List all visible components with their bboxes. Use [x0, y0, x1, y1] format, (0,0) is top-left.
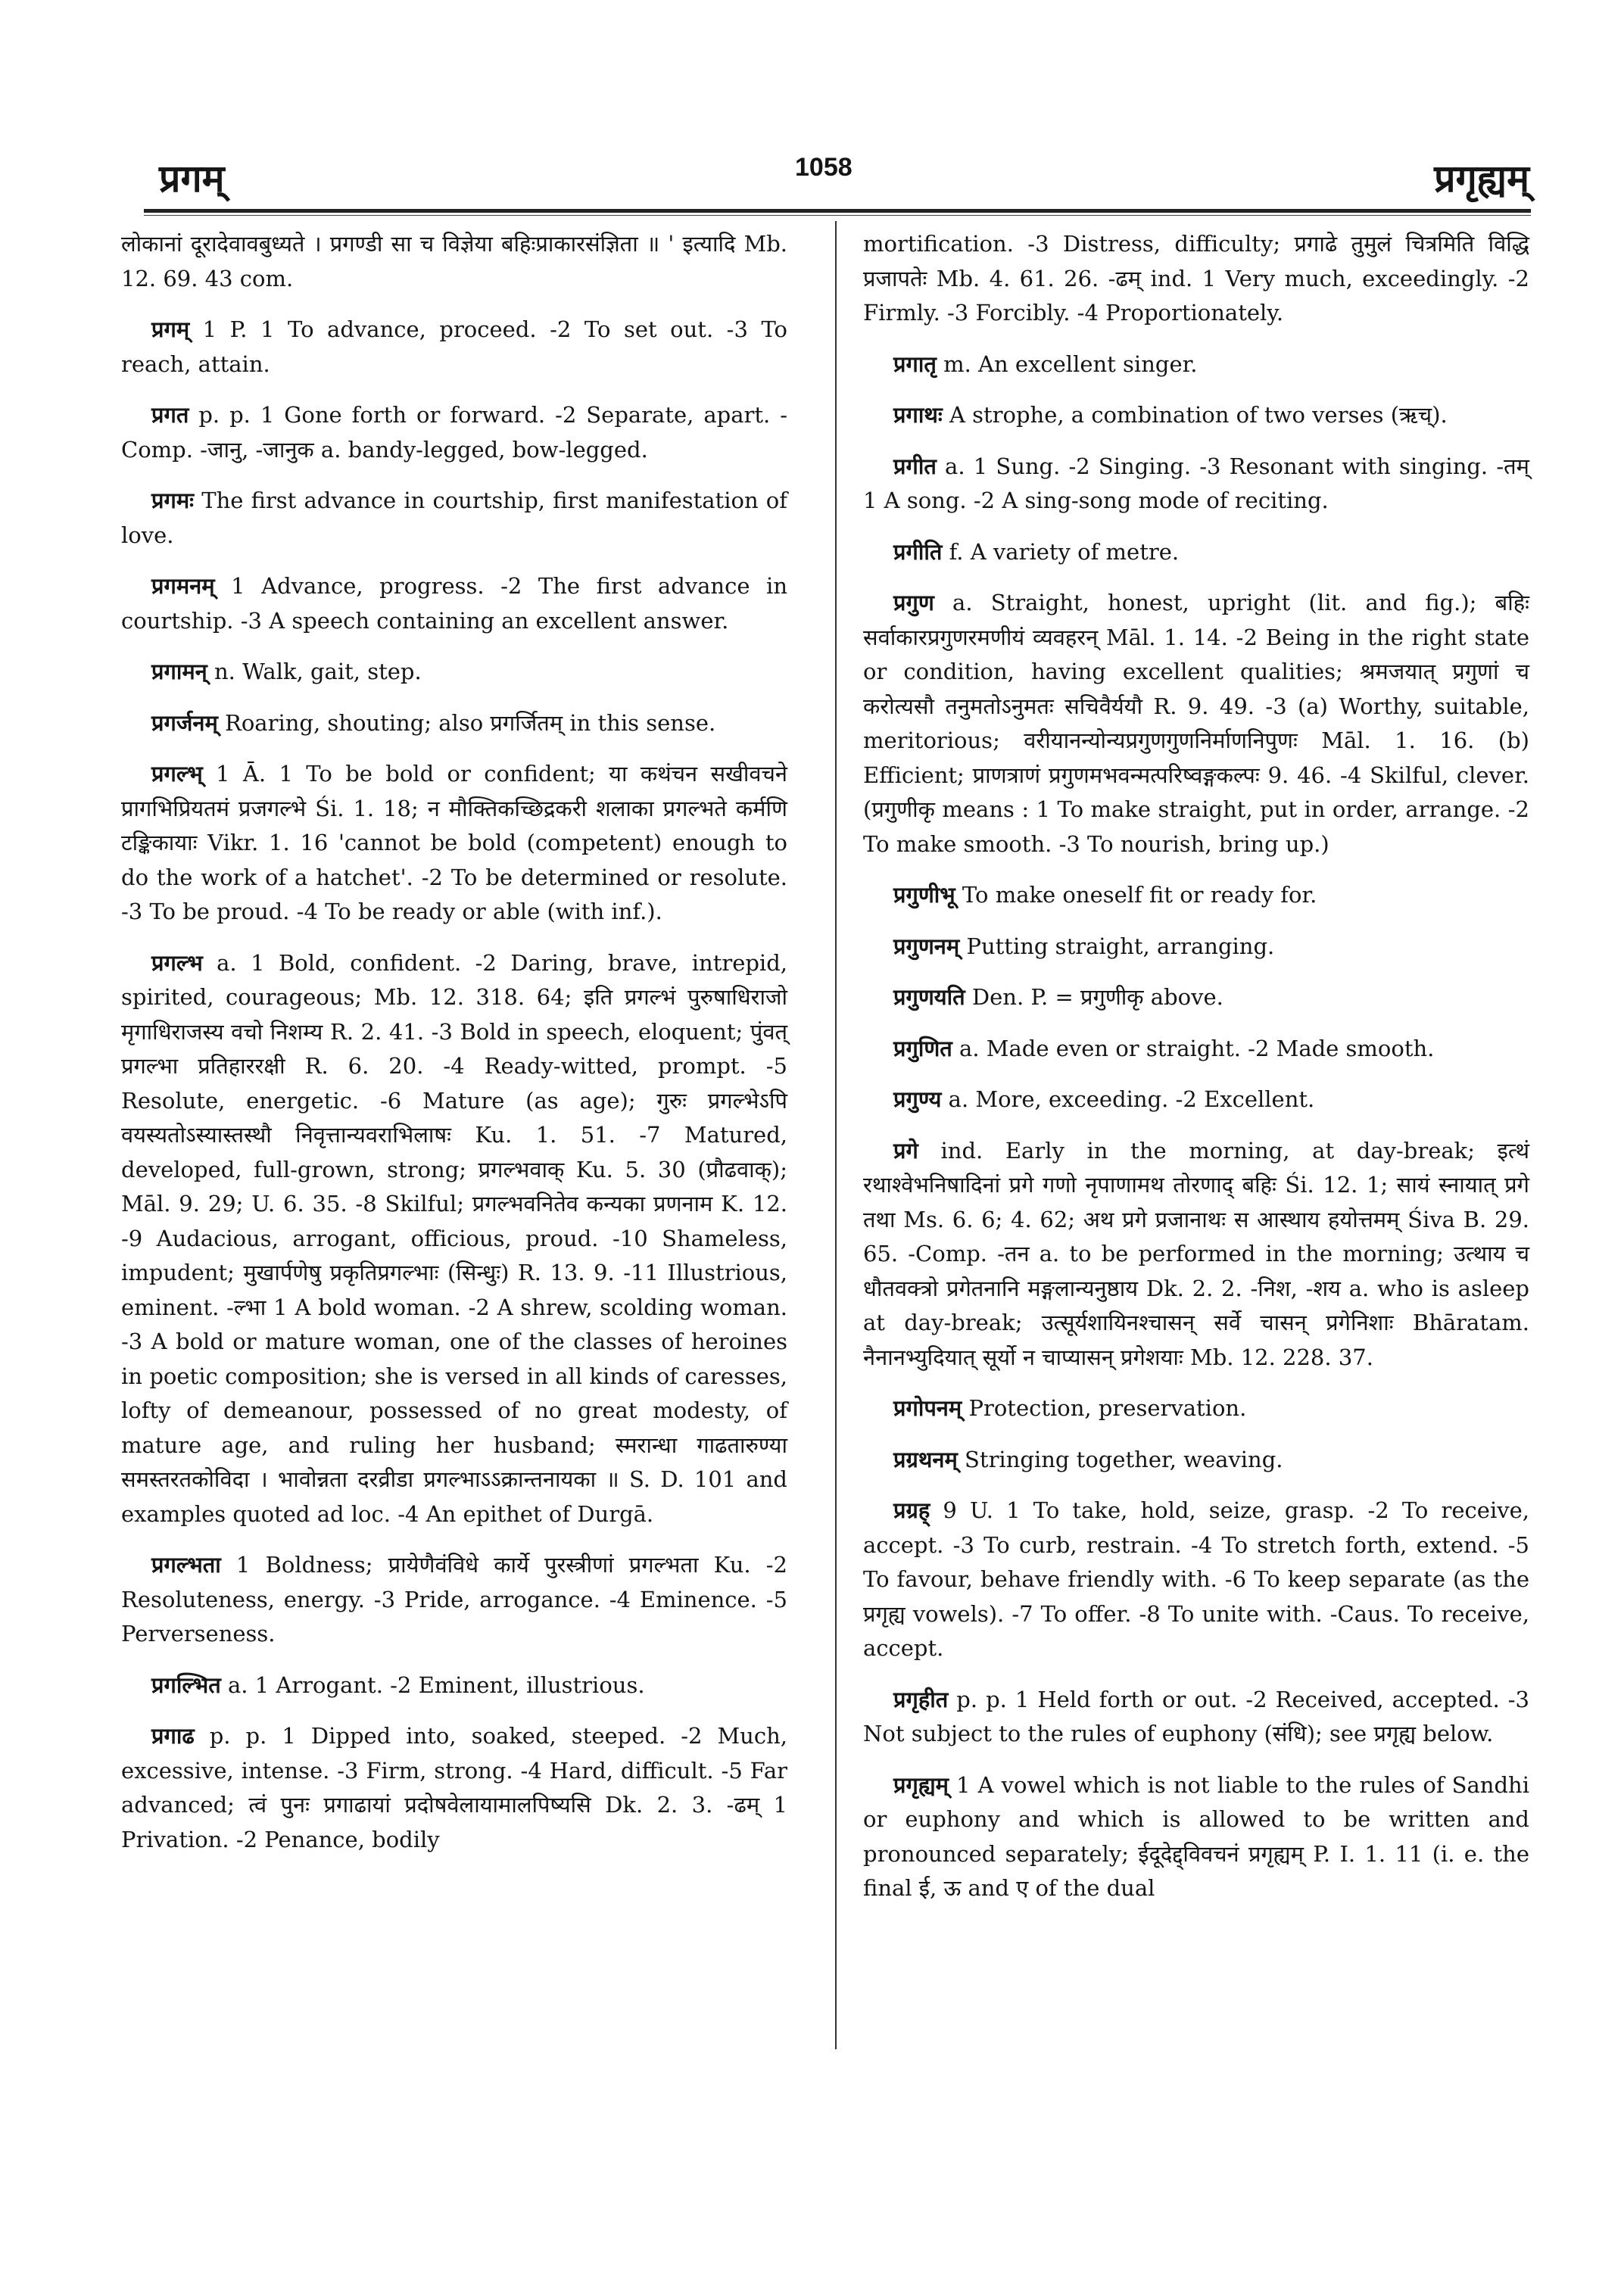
entry-headword: प्रग्रह्: [893, 1497, 930, 1523]
entry-text: 1 Boldness; प्रायेणैवंविधे कार्ये पुरस्त्रीणां प्रगल्भता Ku. -2 Resoluteness, energy. -3 Pride, arrogance. -4 Eminence. -5 Perverseness.: [121, 1552, 787, 1647]
entry-text: 1 Advance, progress. -2 The first advance in courtship. -3 A speech containing an excellent answer.: [121, 573, 787, 634]
page-header: [144, 141, 1529, 201]
dictionary-entry: [863, 1134, 1529, 1375]
dictionary-entry: [121, 946, 787, 1532]
entry-text: a. Straight, honest, upright (lit. and fig.); बहिः सर्वाकारप्रगुणरमणीयं व्यवहरन् Māl. 1. 14. -2 Being in the right state or condition, having excellent qualities; श्रमजयात् प्रगुणां च करोत्यसौ तनुमतोऽनुमतः सचिवैर्ययौ R. 9. 49. -3 (a) Worthy, suitable, meritorious; वरीयानन्योन्यप्रगुणगुणनिर्माणनिपुणः Māl. 1. 16. (b) Efficient; प्राणत्राणं प्रगुणमभवन्मत्परिष्वङ्गकल्पः 9. 46. -4 Skilful, clever. (प्रगुणीकृ means : 1 To make straight, put in order, arrange. -2 To make smooth. -3 To nourish, bring up.): [863, 590, 1529, 857]
dictionary-entry: [121, 484, 787, 553]
entry-headword: प्रगृहीत: [893, 1686, 949, 1712]
entry-text: f. A variety of metre.: [942, 538, 1180, 565]
dictionary-entry: [121, 706, 787, 741]
dictionary-entry: [863, 1391, 1529, 1426]
entry-headword: प्रगमनम्: [151, 573, 215, 599]
entry-text: a. More, exceeding. -2 Excellent.: [941, 1086, 1315, 1112]
dictionary-entry: [863, 535, 1529, 570]
dictionary-entry: [863, 1083, 1529, 1117]
entry-text: Den. P. = प्रगुणीकृ above.: [965, 984, 1223, 1010]
entry-text: ind. Early in the morning, at day-break; इत्थं रथाश्वेभनिषादिनां प्रगे गणो नृपाणामथ तोरणाद् बहिः Śi. 12. 1; सायं स्नायात् प्रगे तथा Ms. 6. 6; 4. 62; अथ प्रगे प्रजानाथः स आस्थाय हयोत्तमम् Śiva B. 29. 65. -Comp. -तन a. to be performed in the morning; उत्थाय च धौतवक्त्रो प्रगेतनानि मङ्गलान्यनुष्ठाय Dk. 2. 2. -निश, -शय a. who is asleep at day-break; उत्सूर्यशायिनश्चासन् सर्वे चासन् प्रगेनिशाः Bhāratam. नैनानभ्युदियात् सूर्यो न चाप्यासन् प्रगेशयाः Mb. 12. 228. 37.: [863, 1137, 1529, 1370]
entry-headword: प्रगत: [151, 402, 189, 428]
entry-text: 1 A vowel which is not liable to the rules of Sandhi or euphony and which is allowed to be written and pronounced separately; ईदूदेद्द्विवचनं प्रगृह्यम् P. I. 1. 11 (i. e. the final ई, ऊ and ए of the dual: [863, 1771, 1529, 1901]
entry-headword: प्रगल्भ: [151, 949, 203, 976]
entry-headword: प्रगुणयति: [893, 984, 965, 1010]
dictionary-entry: [863, 227, 1529, 331]
entry-text: a. 1 Sung. -2 Singing. -3 Resonant with singing. -तम् 1 A song. -2 A sing-song mode of reciting.: [863, 453, 1529, 513]
entry-headword: प्रगीति: [893, 538, 943, 565]
dictionary-entry: [863, 347, 1529, 382]
dictionary-entry: [863, 1443, 1529, 1478]
entry-headword: प्रगुणीभू: [893, 882, 955, 908]
dictionary-entry: [121, 1668, 787, 1703]
entry-headword: प्रगाथः: [893, 402, 943, 428]
entry-headword: प्रगाढ: [151, 1723, 195, 1749]
dictionary-entry: [121, 313, 787, 382]
entry-text: m. An excellent singer.: [936, 350, 1198, 377]
dictionary-entry: [121, 398, 787, 467]
entry-headword: प्रगम्: [151, 316, 190, 342]
entry-headword: प्रगुणित: [893, 1035, 952, 1061]
entry-text: p. p. 1 Gone forth or forward. -2 Separate, apart. -Comp. -जानु, -जानुक a. bandy-legged, bow-legged.: [121, 402, 787, 463]
entry-text: p. p. 1 Held forth or out. -2 Received, accepted. -3 Not subject to the rules of euphony (संधि); see प्रगृह्य below.: [863, 1686, 1529, 1746]
entry-text: a. 1 Arrogant. -2 Eminent, illustrious.: [220, 1671, 645, 1698]
entry-headword: प्रगुणनम्: [893, 933, 960, 959]
left-column: [121, 227, 787, 1874]
entry-text: Stringing together, weaving.: [957, 1446, 1283, 1472]
entry-text: a. Made even or straight. -2 Made smooth.: [952, 1035, 1435, 1061]
entry-text: Protection, preservation.: [962, 1395, 1247, 1421]
entry-headword: प्रगीत: [893, 453, 937, 479]
entry-headword: प्रगुण: [893, 590, 934, 615]
right-running-headword: प्रगृह्यम्: [1434, 156, 1529, 201]
entry-headword: प्रगृह्यम्: [893, 1771, 949, 1798]
entry-headword: प्रगातृ: [893, 350, 937, 377]
dictionary-entry: [863, 1494, 1529, 1666]
dictionary-entry: [863, 1032, 1529, 1067]
dictionary-entry: [121, 757, 787, 930]
dictionary-entry: [121, 569, 787, 638]
entry-text: To make oneself fit or ready for.: [955, 882, 1317, 908]
entry-text: n. Walk, gait, step.: [207, 659, 422, 684]
entry-headword: प्रगमः: [151, 488, 195, 513]
entry-text: 1 Ā. 1 To be bold or confident; या कथंचन सखीवचने प्रागभिप्रियतमं प्रजगल्भे Śi. 1. 18; न मौक्तिकच्छिद्रकरी शलाका प्रगल्भते कर्मणि टङ्किकायाः Vikr. 1. 16 'cannot be bold (competent) enough to do the work of a hatchet'. -2 To be determined or resolute. -3 To be proud. -4 To be ready or able (with inf.).: [121, 761, 787, 924]
entry-headword: प्रगामन्: [151, 659, 207, 684]
entry-headword: प्रगल्भता: [151, 1552, 221, 1578]
entry-text: p. p. 1 Dipped into, soaked, steeped. -2 Much, excessive, intense. -3 Firm, strong. -4 Hard, difficult. -5 Far advanced; त्वं पुनः प्रगाढायां प्रदोषवेलायामालपिष्यसि Dk. 2. 3. -ढम् 1 Privation. -2 Penance, bodily: [121, 1723, 787, 1852]
dictionary-entry: [863, 398, 1529, 433]
dictionary-entry: [121, 227, 787, 296]
entry-text: A strophe, a combination of two verses (ऋच्).: [942, 402, 1448, 428]
entry-headword: प्रगर्जनम्: [151, 709, 218, 736]
dictionary-entry: [863, 586, 1529, 861]
entry-text: a. 1 Bold, confident. -2 Daring, brave, intrepid, spirited, courageous; Mb. 12. 318. 64; इति प्रगल्भं पुरुषाधिराजो मृगाधिराजस्य वचो निशम्य R. 2. 41. -3 Bold in speech, eloquent; पुंवत् प्रगल्भा प्रतिहाररक्षी R. 6. 20. -4 Ready-witted, prompt. -5 Resolute, energetic. -6 Mature (as age); गुरुः प्रगल्भेऽपि वयस्यतोऽस्यास्तस्थौ निवृत्तान्यवराभिलाषः Ku. 1. 51. -7 Matured, developed, full-grown, strong; प्रगल्भवाक् Ku. 5. 30 (प्रौढवाक्); Māl. 9. 29; U. 6. 35. -8 Skilful; प्रगल्भवनितेव कन्यका प्रणनाम K. 12. -9 Audacious, arrogant, officious, proud. -10 Shameless, impudent; मुखार्पणेषु प्रकृतिप्रगल्भाः (सिन्धुः) R. 13. 9. -11 Illustrious, eminent. -ल्भा 1 A bold woman. -2 A shrew, scolding woman. -3 A bold or mature woman, one of the classes of heroines in poetic composition; she is versed in all kinds of caresses, lofty of demeanour, possessed of no great modesty, of mature age, and ruling her husband; स्मरान्धा गाढतारुण्या समस्तरतकोविदा । भावोन्नता दरव्रीडा प्रगल्भाऽऽक्रान्तनायका ॥ S. D. 101 and examples quoted ad loc. -4 An epithet of Durgā.: [121, 949, 787, 1527]
entry-headword: प्रग्रथनम्: [893, 1446, 958, 1472]
entry-headword: प्रगे: [893, 1137, 918, 1164]
dictionary-entry: [863, 1683, 1529, 1752]
left-running-headword: प्रगम्: [159, 156, 225, 201]
entry-text: mortification. -3 Distress, difficulty; प्रगाढे तुमुलं चित्रमिति विद्धि प्रजापतेः Mb. 4. 61. 26. -ढम् ind. 1 Very much, exceedingly. -2 Firmly. -3 Forcibly. -4 Proportionately.: [863, 231, 1529, 326]
page-number: 1058: [795, 153, 853, 182]
entry-headword: प्रगल्भित: [151, 1671, 221, 1698]
header-rule: [144, 209, 1531, 216]
dictionary-entry: [863, 930, 1529, 964]
entry-text: The first advance in courtship, first manifestation of love.: [121, 488, 787, 548]
dictionary-entry: [863, 450, 1529, 519]
entry-text: 9 U. 1 To take, hold, seize, grasp. -2 To receive, accept. -3 To curb, restrain. -4 To stretch forth, extend. -5 To favour, behave friendly with. -6 To keep separate (as the प्रगृह्य vowels). -7 To offer. -8 To unite with. -Caus. To receive, accept.: [863, 1497, 1529, 1661]
entry-headword: प्रगोपनम्: [893, 1395, 962, 1421]
entry-headword: प्रगल्भ्: [151, 761, 203, 787]
dictionary-entry: [121, 655, 787, 690]
dictionary-entry: [863, 878, 1529, 913]
entry-text: लोकानां दूरादेवावबुध्यते । प्रगण्डी सा च विज्ञेया बहिःप्राकारसंज्ञिता ॥ ' इत्यादि Mb. 12. 69. 43 com.: [121, 231, 787, 291]
dictionary-entry: [863, 1768, 1529, 1906]
column-divider: [835, 221, 837, 2049]
dictionary-entry: [863, 980, 1529, 1015]
dictionary-entry: [121, 1719, 787, 1857]
right-column: [863, 227, 1529, 1923]
entry-text: Roaring, shouting; also प्रगर्जितम् in this sense.: [217, 709, 716, 736]
entry-text: Putting straight, arranging.: [959, 933, 1275, 959]
dictionary-entry: [121, 1548, 787, 1652]
entry-headword: प्रगुण्य: [893, 1086, 942, 1112]
entry-text: 1 P. 1 To advance, proceed. -2 To set out. -3 To reach, attain.: [121, 316, 787, 377]
